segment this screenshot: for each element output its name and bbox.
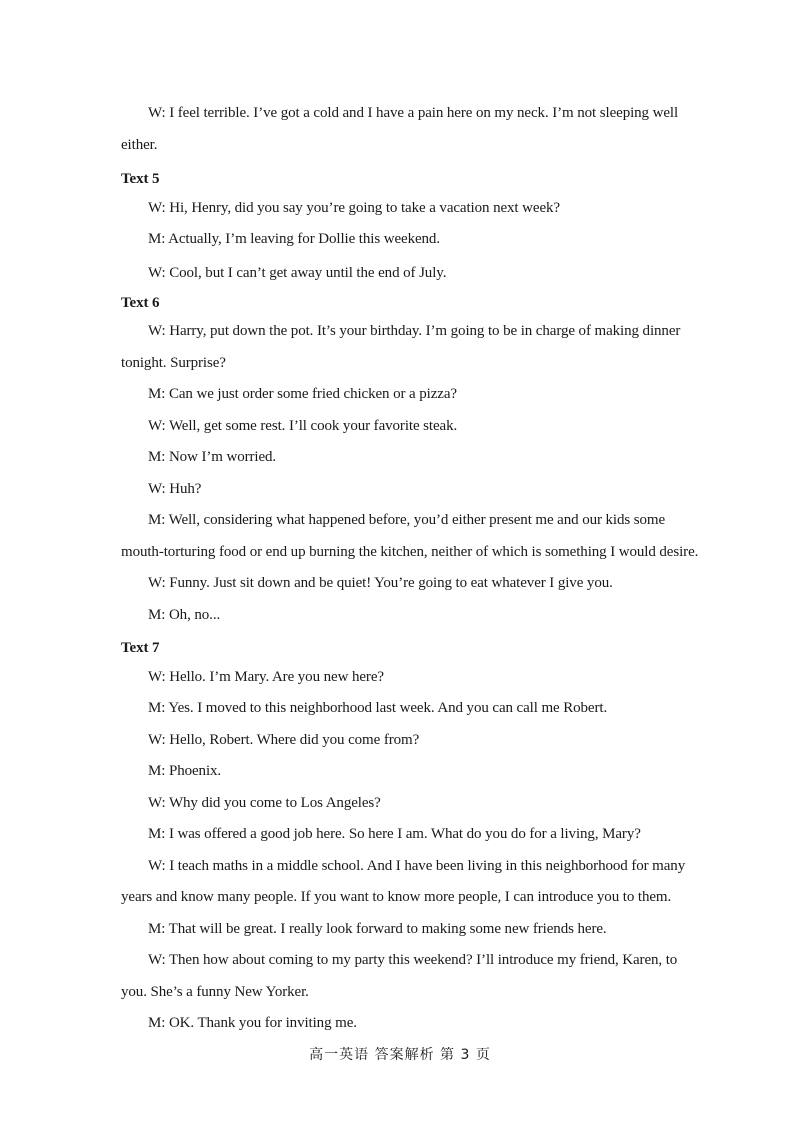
dialogue-line: M: Well, considering what happened before, you’d either present me and our kids some [148, 512, 666, 528]
section-heading: Text 7 [121, 640, 160, 656]
page-footer: 高一英语 答案解析 第 3 页 [309, 1047, 491, 1063]
dialogue-line: M: Now I’m worried. [148, 449, 277, 465]
dialogue-line: W: Hello, Robert. Where did you come from? [148, 732, 420, 748]
dialogue-line: either. [121, 137, 158, 153]
dialogue-line: M: Oh, no... [148, 607, 221, 623]
section-heading: Text 6 [121, 295, 160, 311]
dialogue-line: M: Actually, I’m leaving for Dollie this weekend. [148, 231, 440, 247]
dialogue-line: M: Phoenix. [148, 763, 222, 779]
dialogue-line: W: Why did you come to Los Angeles? [148, 795, 381, 811]
dialogue-line: M: Can we just order some fried chicken or a pizza? [148, 386, 457, 402]
dialogue-line: W: Hi, Henry, did you say you’re going to take a vacation next week? [148, 200, 560, 216]
dialogue-line: years and know many people. If you want to know more people, I can introduce you to them. [121, 889, 672, 905]
dialogue-line: W: Harry, put down the pot. It’s your birthday. I’m going to be in charge of making dinner [148, 323, 681, 339]
dialogue-line: M: That will be great. I really look forward to making some new friends here. [148, 921, 607, 937]
dialogue-line: mouth-torturing food or end up burning the kitchen, neither of which is something I would desire. [121, 544, 699, 560]
dialogue-line: W: Well, get some rest. I’ll cook your favorite steak. [148, 418, 458, 434]
dialogue-line: you. She’s a funny New Yorker. [121, 984, 309, 1000]
dialogue-line: W: Huh? [148, 481, 202, 497]
dialogue-line: W: Cool, but I can’t get away until the end of July. [148, 265, 447, 281]
dialogue-line: W: Hello. I’m Mary. Are you new here? [148, 669, 384, 685]
section-heading: Text 5 [121, 171, 160, 187]
dialogue-line: M: OK. Thank you for inviting me. [148, 1015, 357, 1031]
dialogue-line: W: I teach maths in a middle school. And I have been living in this neighborhood for many [148, 858, 686, 874]
dialogue-line: W: I feel terrible. I’ve got a cold and I have a pain here on my neck. I’m not sleeping well [148, 105, 679, 121]
dialogue-line: W: Funny. Just sit down and be quiet! You’re going to eat whatever I give you. [148, 575, 613, 591]
dialogue-line: M: Yes. I moved to this neighborhood last week. And you can call me Robert. [148, 700, 608, 716]
dialogue-line: M: I was offered a good job here. So here I am. What do you do for a living, Mary? [148, 826, 641, 842]
dialogue-line: tonight. Surprise? [121, 355, 226, 371]
dialogue-line: W: Then how about coming to my party this weekend? I’ll introduce my friend, Karen, to [148, 952, 678, 968]
